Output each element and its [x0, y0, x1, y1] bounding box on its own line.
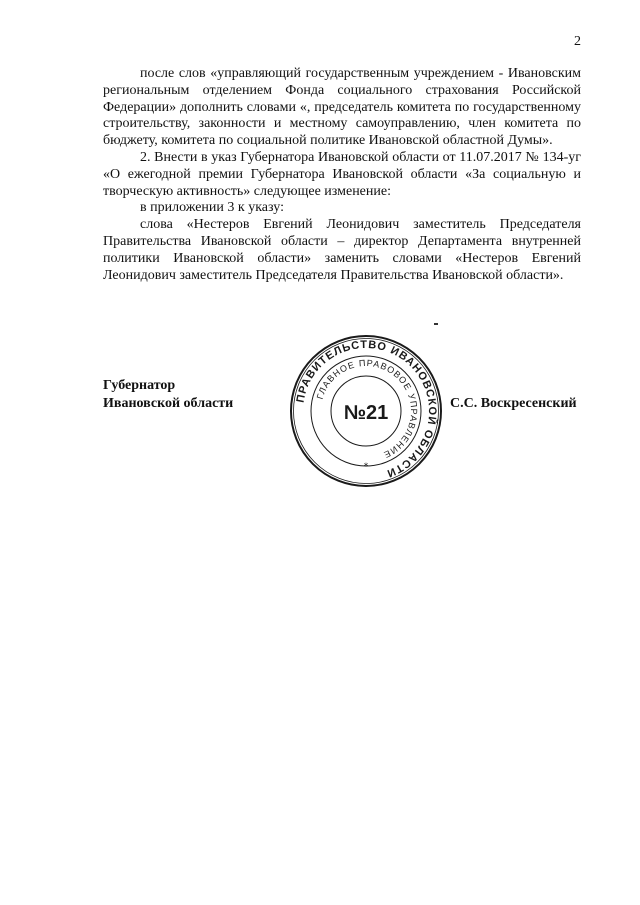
stamp-outer-text: ПРАВИТЕЛЬСТВО ИВАНОВСКОЙ ОБЛАСТИ	[294, 338, 439, 480]
stamp-center-number: №21	[343, 402, 389, 424]
stamp-inner-text: ГЛАВНОЕ ПРАВОВОЕ УПРАВЛЕНИЕ	[314, 357, 420, 461]
paragraph-replacement-text: слова «Нестеров Евгений Леонидович заместитель Председателя Правительства Ивановской области – директор Департамента внутренней политики Ивановской области» заменить словами «Нестеров Евгений Леонидович заместитель Председателя Правительства Ивановской области».	[103, 217, 581, 283]
signatory-name: С.С. Воскресенский	[450, 396, 577, 411]
signatory-position-line1: Губернатор	[103, 378, 176, 393]
document-body	[103, 66, 581, 284]
page-number: 2	[574, 34, 581, 49]
stray-mark	[434, 323, 438, 325]
stamp-star-icon: *	[363, 462, 369, 472]
signatory-position-line2: Ивановской области	[103, 396, 234, 411]
paragraph-amendment-continuation: после слов «управляющий государственным учреждением - Ивановским региональным отделением Фонда социального страхования Российской Федерации» дополнить словами «, председатель комитета по государственному строительству, законности и местному самоуправлению, член комитета по бюджету, комитета по социальной политике Ивановской областной Думы».	[103, 66, 581, 149]
stamp-seal-icon	[288, 333, 444, 489]
paragraph-item-2: 2. Внести в указ Губернатора Ивановской области от 11.07.2017 № 134-уг «О ежегодной премии Губернатора Ивановской области «За социальную и творческую активность» следующее изменение:	[103, 149, 581, 199]
official-stamp	[288, 333, 444, 489]
paragraph-appendix-reference: в приложении 3 к указу:	[140, 200, 284, 216]
